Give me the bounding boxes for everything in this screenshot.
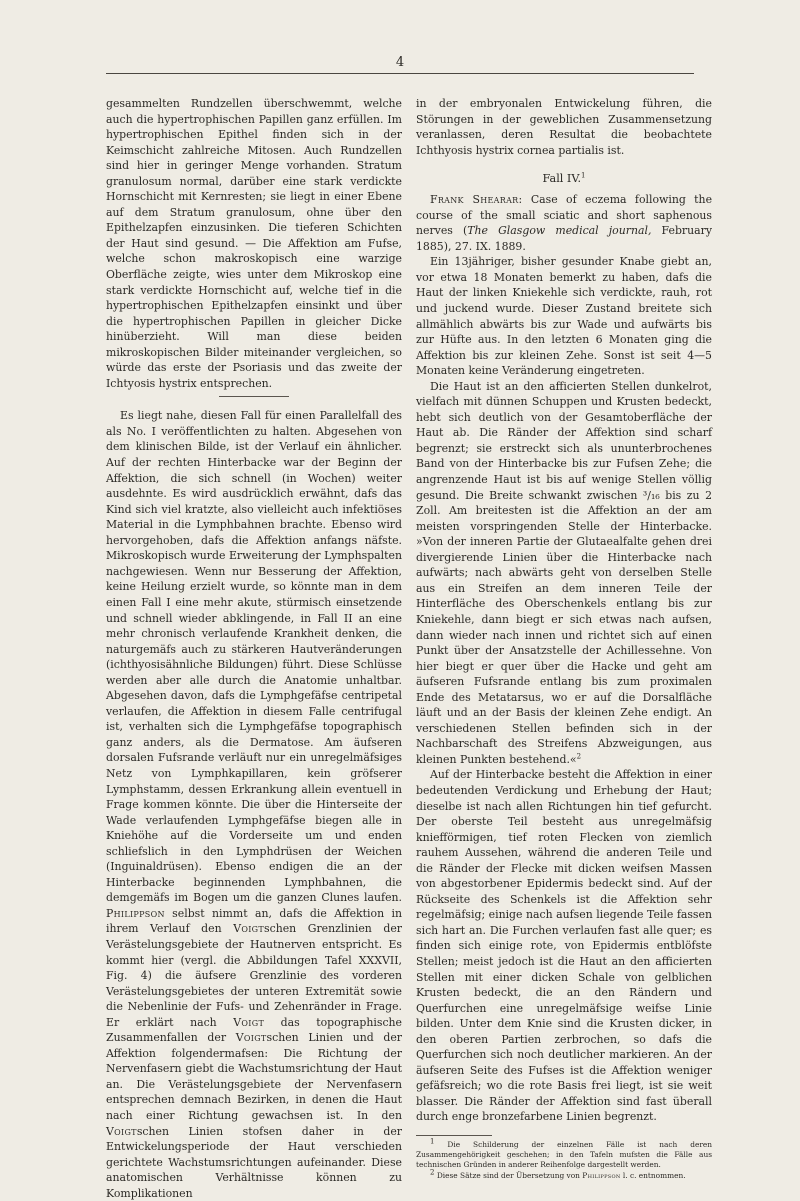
left-column xyxy=(106,96,402,1201)
case-title xyxy=(416,171,712,186)
author-name: Voigt xyxy=(233,922,265,936)
section-separator xyxy=(219,396,289,397)
right-paragraph-5: Auf der Hinterbacke besteht die Affektion in einer bedeutenden Verdickung und Erhebung der Haut; dieselbe ist nach allen Richtungen hin tief gefurcht. Der oberste Teil besteht aus unregelmäfsig kniefförmigen, tief roten Flecken von ziemlich rauhem Aussehen, während die anderen Teile und die Ränder der Flecke mit dicken weifsen Massen von abgestorbener Epidermis bedeckt sind. Auf der Rückseite des Schenkels ist die Affektion sehr regelmäfsig; einige nach aufsen liegende Teile fassen sich hart an. Die Furchen verlaufen fast alle quer; es finden sich einige rote, von Epidermis entblöfste Stellen; meist jedoch ist die Haut an den afficierten Stellen mit einer dicken Schale von gelblichen Krusten bedeckt, die an den Rändern und Querfurchen eine unregelmäfsige weifse Linie bilden. Unter dem Knie sind die Krusten dicker, in den oberen Partien zerbrochen, so dafs die Querfurchen sich noch deutlicher markieren. An der äufseren Seite des Fufses ist die Affektion weniger gefäfsreich; wo die rote Basis frei liegt, ist sie weit blasser. Die Ränder der Affektion sind fast überall durch enge bronzefarbene Linien begrenzt. xyxy=(416,768,712,1124)
text-run: schen Linien und der Affektion folgendermafsen: Die Richtung der Nervenfasern giebt die Wachstumsrichtung der Haut an. Die Verästelungsgebiete der Nervenfasern entsprechen demnach Bezirken, in denen die Haut nach einer Richtung gewachsen ist. In den xyxy=(106,1031,403,1122)
text-run: Case of eczema following the course of the small sciatic and short saphenous nerves ( xyxy=(416,193,713,238)
author-name: Voigt xyxy=(235,1031,267,1045)
case-title-text: Fall IV. xyxy=(542,172,581,186)
footnote-ref: 1 xyxy=(581,171,586,180)
left-paragraph-1: gesammelten Rundzellen überschwemmt, welche auch die hypertrophischen Papillen ganz erfüllen. Im hypertrophischen Epithel finden sich in der Keimschicht zahlreiche Mitosen. Auch Rundzellen sind hier in geringer Menge vorhanden. Stratum granulosum normal, darüber eine stark verdickte Hornschicht mit Kernresten; sie liegt in einer Ebene auf dem Stratum granulosum, ohne über den Epithelzapfen einzusinken. Die tieferen Schichten der Haut sind gesund. — Die Affektion am Fufse, welche schon makroskopisch eine warzige Oberfläche zeigte, wies unter dem Mikroskop eine stark verdickte Hornschicht auf, welche tief in die hypertrophischen Epithelzapfen einsinkt und über die hypertrophischen Papillen in gleicher Dicke hinüberzieht. Will man diese beiden mikroskopischen Bilder miteinander vergleichen, so würde das erste der Psoriasis und das zweite der Ichtyosis hystrix entsprechen. xyxy=(106,97,402,390)
text-run: Die Haut ist an den afficierten Stellen dunkelrot, vielfach mit dünnen Schuppen und Krusten bedeckt, hebt sich deutlich von der Gesamtoberfläche der Haut ab. Die Ränder der Affektion sind scharf begrenzt; sie erstreckt sich als ununterbrochenes Band von der Hinterbacke bis zur Fufsen Zehe; die angrenzende Haut ist bis auf wenige Stellen völlig gesund. Die Breite schwankt zwischen ³/₁₆ bis zu 2 Zoll. Am breitesten ist die Affektion an der am meisten vorspringenden Stelle der Hinterbacke. »Von der inneren Partie der Glutaealfalte gehen drei divergierende Linien über die Hinterbacke nach aufwärts; nach abwärts geht von derselben Stelle aus ein Streifen an dem inneren Teile der Hinterfläche des Oberschenkels entlang bis zur Kniekehle, dann biegt er sich etwas nach aufsen, dann wieder nach innen und richtet sich auf einen Punkt über der Ansatzstelle der Achillessehne. Von hier biegt er quer über die Hacke und geht am äufseren Fufsrande entlang bis zum proximalen Ende des Metatarsus, wo er auf die Dorsalfläche läuft und an der Basis der kleinen Zehe endigt. An verschiedenen Stellen befinden sich in der Nachbarschaft des Streifens Abzweigungen, aus kleinen Punkten bestehend.« xyxy=(416,379,712,766)
text-run: February 1885), 27. IX. 1889. xyxy=(416,224,712,253)
right-paragraph-4 xyxy=(416,379,712,768)
right-paragraph-3: Ein 13jähriger, bisher gesunder Knabe giebt an, vor etwa 18 Monaten bemerkt zu haben, dafs die Haut der linken Kniekehle sich verdickte, rauh, rot und juckend wurde. Dieser Zustand breitete sich allmählich abwärts bis zur Wade und aufwärts bis zur Hüfte aus. In den letzten 6 Monaten ging die Affektion bis zur kleinen Zehe. Sonst ist seit 4—5 Monaten keine Veränderung eingetreten. xyxy=(416,255,712,378)
footnote-number: 2 xyxy=(430,1168,435,1177)
right-paragraph-1: in der embryonalen Entwickelung führen, die Störungen in der geweblichen Zusammensetzung veranlassen, deren Resultat die beobachtete Ichthyosis hystrix cornea partialis ist. xyxy=(416,97,712,157)
author-name: Philippson xyxy=(106,906,165,920)
left-paragraph-2 xyxy=(106,408,402,1201)
text-run: schen Grenzlinien der Verästelungsgebiete der Hautnerven entspricht. Es kommt hier (vergl. die Abbildungen Tafel XXXVII, Fig. 4) die äufsere Grenzlinie des vorderen Verästelungsgebietes der unteren Extremität sowie die Nebenlinie der Fufs- und Zehenränder in Frage. Er erklärt nach xyxy=(106,922,402,1029)
text-run: selbst nimmt an, dafs die Affektion in ihrem Verlauf den xyxy=(106,906,402,936)
footnote-ref: 2 xyxy=(576,752,582,761)
footnote-text: l. c. entnommen. xyxy=(622,1170,686,1180)
footnote-1 xyxy=(416,1137,712,1171)
author-name: Frank Shearar: xyxy=(430,193,523,207)
header-rule xyxy=(106,73,694,74)
footnote-number: 1 xyxy=(430,1137,435,1146)
page-number: 4 xyxy=(395,55,405,70)
footnote-text: Die Schilderung der einzelnen Fälle ist nach deren Zusammengehörigkeit geschehen; in den Tafeln mufsten die Fälle aus technischen Gründen in anderer Reihenfolge dargestellt werden. xyxy=(416,1140,712,1170)
reference-paragraph xyxy=(416,192,712,254)
text-run: Es liegt nahe, diesen Fall für einen Parallelfall des als No. I veröffentlichten zu halten. Abgesehen von dem klinischen Bilde, ist der Verlauf ein ähnlicher. Auf der rechten Hinterbacke war der Beginn der Affektion, die sich schnell (in Wochen) weiter ausdehnte. Es wird ausdrücklich erwähnt, dafs das Kind sich viel kratzte, also vielleicht auch infektiöses Material in die Lymphbahnen brachte. Ebenso wird hervorgehoben, dafs die Affektion anfangs näfste. Mikroskopisch wurde Erweiterung der Lymphspalten nachgewiesen. Wenn nur Besserung der Affektion, keine Heilung erzielt wurde, so könnte man in dem einen Fall I eine mehr akute, stürmisch einsetzende und schnell wieder abklingende, in Fall II an eine mehr chronisch verlaufende Krankheit denken, die naturgemäfs auch zu stärkeren Hautveränderungen (ichthyosisähnliche Bildungen) führt. Diese Schlüsse werden aber alle durch die Anatomie unhaltbar. Abgesehen davon, dafs die Lymphgefäfse centripetal verlaufen, die Affektion in diesem Falle centrifugal ist, verhalten sich die Lymphgefäfse topographisch ganz anders, als die Dermatose. Am äufseren dorsalen Fufsrande verläuft nur ein unregelmäfsiges Netz von Lymphkapillaren, kein gröfserer Lymphstamm, dessen Erkrankung allein eventuell in Frage kommen könnte. Die über die Hinterseite der Wade verlaufenden Lymphgefäfse biegen alle in Kniehöhe auf die Vorderseite um und enden schliefslich in den Lymphdrüsen der Weichen (Inguinaldrüsen). Ebenso endigen die an der Hinterbacke beginnenden Lymphbahnen, die demgemäfs im Bogen um die ganzen Clunes laufen. xyxy=(106,409,402,905)
footnote-2 xyxy=(416,1168,712,1181)
text-run: schen Linien stofsen daher in der Entwickelungsperiode der Haut verschieden gerichtete Wachstumsrichtungen aufeinander. Diese anatomischen Verhältnisse können zu Komplikationen xyxy=(106,1124,402,1200)
footnote-text: Diese Sätze sind der Übersetzung von xyxy=(436,1170,580,1180)
right-column xyxy=(416,96,712,1181)
author-name: Voigt xyxy=(106,1124,137,1138)
author-name: Philippson xyxy=(582,1170,621,1180)
footnote-rule xyxy=(416,1135,492,1136)
text-run: das topographische Zusammenfallen der xyxy=(106,1015,402,1045)
journal-title: The Glasgow medical journal, xyxy=(467,224,652,238)
author-name: Voigt xyxy=(233,1015,265,1029)
